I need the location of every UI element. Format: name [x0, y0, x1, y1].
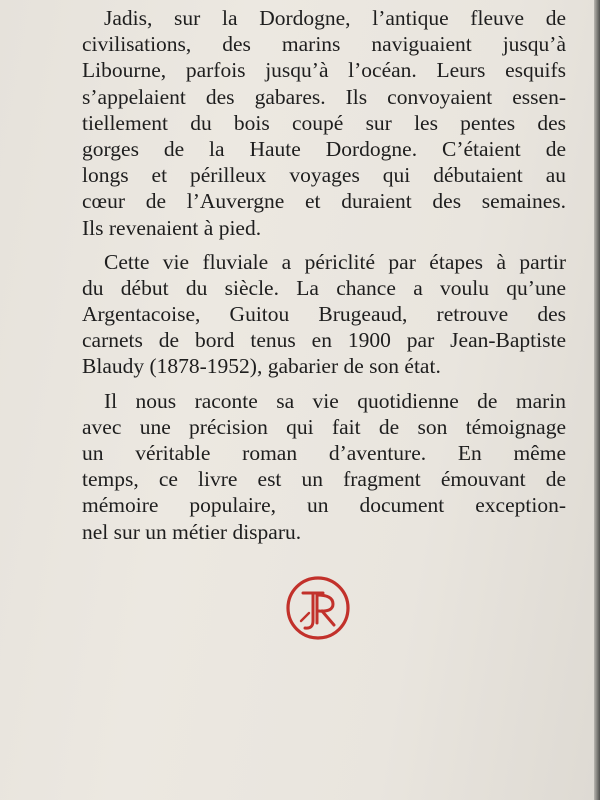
- text-line: gorges de la Haute Dordogne. C’étaient de: [82, 136, 566, 161]
- text-line: Argentacoise, Guitou Brugeaud, retrouve des: [82, 302, 566, 327]
- publisher-monogram-icon: [283, 573, 353, 643]
- text-line: s’appelaient des gabares. Ils convoyaient essen-: [82, 84, 566, 109]
- text-line: du début du siècle. La chance a voulu qu’une: [82, 275, 566, 300]
- paragraph-2: [82, 249, 566, 380]
- text-line: tiellement du bois coupé sur les pentes des: [82, 110, 566, 135]
- text-line: nel sur un métier disparu.: [82, 519, 302, 544]
- text-line: cœur de l’Auvergne et duraient des semaines.: [82, 189, 566, 214]
- back-cover-text: [82, 5, 566, 553]
- text-line: longs et périlleux voyages qui débutaient au: [82, 163, 566, 188]
- paragraph-1: [82, 5, 566, 241]
- text-line: Cette vie fluviale a périclité par étapes à partir: [104, 249, 566, 274]
- text-line: Blaudy (1878-1952), gabarier de son état.: [82, 354, 441, 379]
- text-line: civilisations, des marins naviguaient jusqu’à: [82, 32, 566, 57]
- text-line: Ils revenaient à pied.: [82, 215, 262, 240]
- text-line: temps, ce livre est un fragment émouvant de: [82, 467, 566, 492]
- text-line: mémoire populaire, un document exception-: [82, 493, 566, 518]
- paragraph-3: [82, 388, 566, 545]
- text-line: Il nous raconte sa vie quotidienne de marin: [104, 388, 566, 413]
- text-line: avec une précision qui fait de son témoignage: [82, 414, 566, 439]
- text-line: Jadis, sur la Dordogne, l’antique fleuve de: [104, 6, 566, 30]
- text-line: Libourne, parfois jusqu’à l’océan. Leurs esquifs: [82, 58, 566, 83]
- page-edge-shadow: [594, 0, 600, 800]
- text-line: un véritable roman d’aventure. En même: [82, 441, 566, 465]
- text-line: carnets de bord tenus en 1900 par Jean-Baptiste: [82, 328, 566, 353]
